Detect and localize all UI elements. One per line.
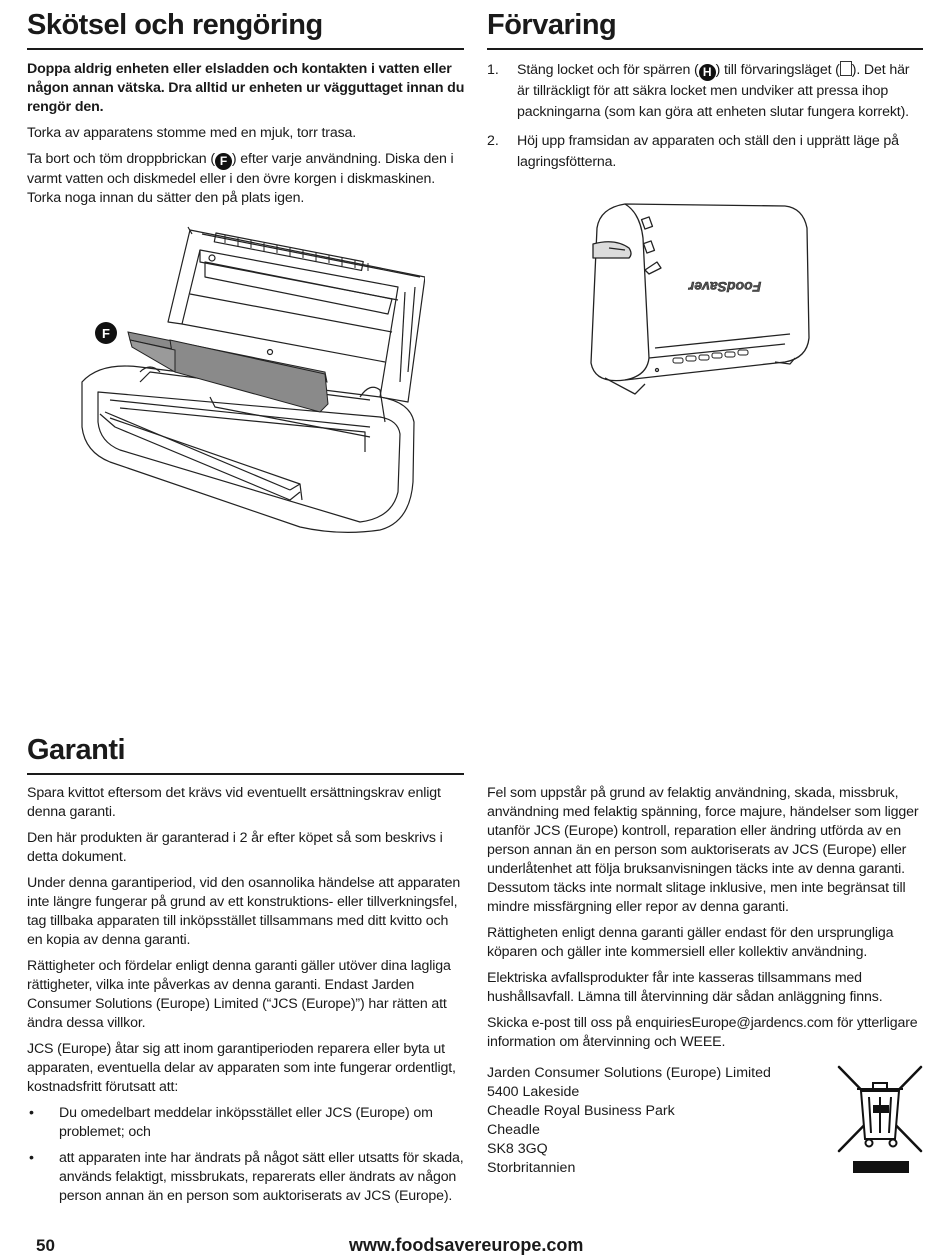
care-p2-after: ) efter varje användning. Diska den i varmt vatten och diskmedel eller i den övre korgen i diskmaskinen. Torka noga innan du sätter den på plats igen. bbox=[27, 151, 454, 206]
warranty-left-column bbox=[27, 784, 465, 1213]
upright-sealer-illustration bbox=[585, 198, 815, 398]
storage-heading-rule bbox=[487, 48, 923, 50]
care-paragraph-1: Torka av apparatens stomme med en mjuk, torr trasa. bbox=[27, 125, 357, 141]
weee-bin-icon bbox=[835, 1063, 925, 1175]
warranty-paragraph: Rättigheten enligt denna garanti gäller endast för den ursprungliga köparen och gäller inte kommersiell eller kollektiv användning. bbox=[487, 925, 894, 960]
warranty-paragraph: Spara kvittot eftersom det krävs vid eventuellt ersättningskrav enligt denna garanti. bbox=[27, 785, 441, 820]
bullet-text: Du omedelbart meddelar inköpsstället eller JCS (Europe) om problemet; och bbox=[59, 1105, 433, 1140]
address-line: SK8 3GQ bbox=[487, 1141, 548, 1157]
storage-heading: Förvaring bbox=[487, 9, 617, 41]
address-line: Cheadle bbox=[487, 1122, 540, 1138]
part-f-badge: F bbox=[215, 153, 232, 170]
warranty-heading: Garanti bbox=[27, 734, 126, 766]
bullet-marker: • bbox=[29, 1105, 34, 1121]
storage-step-1-number: 1. bbox=[487, 62, 499, 78]
care-paragraph-2 bbox=[27, 150, 465, 208]
warranty-bullet bbox=[27, 1104, 465, 1142]
storage-step-2 bbox=[487, 131, 923, 173]
care-warning: Doppa aldrig enheten eller elsladden och kontakten i vatten eller någon annan vätska. Dra alltid ur enheten ur vägguttaget innan du rengör den. bbox=[27, 61, 465, 115]
storage-position-icon bbox=[840, 61, 852, 76]
storage-step-2-text: Höj upp framsidan av apparaten och ställ den i upprätt läge på lagringsfötterna. bbox=[517, 133, 899, 170]
storage-step-1-after: ). Det här är tillräckligt för att säkra locket men undviker att pressa ihop packningarna (som kan göra att enheten slutar fungera korrekt). bbox=[517, 62, 910, 120]
page-number: 50 bbox=[36, 1236, 55, 1255]
footer-url: www.foodsavereurope.com bbox=[349, 1235, 584, 1255]
bullet-marker: • bbox=[29, 1150, 34, 1166]
bullet-text: att apparaten inte har ändrats på något sätt eller utsatts för skada, används felaktigt, missbrukats, reparerats eller ändrats av någon person annan än en person som auktoriserats av JCS (Europe). bbox=[59, 1150, 464, 1204]
address-line: 5400 Lakeside bbox=[487, 1084, 580, 1100]
open-sealer-illustration bbox=[80, 222, 425, 537]
device-brand-label: FoodSaver bbox=[688, 279, 762, 295]
part-h-badge: H bbox=[699, 64, 716, 81]
storage-step-1-text bbox=[517, 60, 923, 123]
warranty-paragraph: Den här produkten är garanterad i 2 år efter köpet så som beskrivs i detta dokument. bbox=[27, 830, 443, 865]
warranty-paragraph: Skicka e-post till oss på enquiriesEurope@jardencs.com för ytterligare information om återvinning och WEEE. bbox=[487, 1015, 918, 1050]
storage-step-1 bbox=[487, 60, 923, 123]
address-line: Jarden Consumer Solutions (Europe) Limited bbox=[487, 1065, 771, 1081]
warranty-bullet bbox=[27, 1149, 465, 1206]
care-p2-before: Ta bort och töm droppbrickan ( bbox=[27, 151, 215, 167]
storage-step-2-number: 2. bbox=[487, 133, 499, 149]
storage-step-1-middle: ) till förvaringsläget ( bbox=[715, 62, 840, 78]
care-heading-rule bbox=[27, 48, 464, 50]
warranty-paragraph: Fel som uppstår på grund av felaktig användning, skada, missbruk, användning med felaktig spänning, force majure, händelser som ligger utanför JCS (Europe) kontroll, reparation eller ändring utförda av en person annan än en person som auktoriserats av JCS (Europe) eller underlåtenhet att följa bruksanvisningen täcks inte av denna garanti. Dessutom täcks inte normalt slitage inklusive, men inte begränsat till mindre missfärgning eller repor av denna garanti. bbox=[487, 785, 919, 915]
care-section bbox=[27, 60, 465, 215]
warranty-paragraph: Rättigheter och fördelar enligt denna garanti gäller utöver dina lagliga rättigheter, vilka inte påverkas av denna garanti. Endast Jarden Consumer Solutions (Europe) Limited (“JCS (Europe)”) har rätten att ändra dessa villkor. bbox=[27, 958, 451, 1031]
address-line: Cheadle Royal Business Park bbox=[487, 1103, 675, 1119]
warranty-paragraph: Elektriska avfallsprodukter får inte kasseras tillsammans med hushållsavfall. Lämna till återvinning där sådan anläggning finns. bbox=[487, 970, 883, 1005]
warranty-paragraph: JCS (Europe) åtar sig att inom garantiperioden reparera eller byta ut apparaten, eventuella delar av apparaten som inte fungerar ordentligt, kostnadsfritt förutsatt att: bbox=[27, 1041, 456, 1095]
warranty-heading-rule bbox=[27, 773, 464, 775]
warranty-paragraph: Under denna garantiperiod, vid den osannolika händelse att apparaten inte längre fungerar på grund av ett konstruktions- eller tillverkningsfel, tag tillbaka apparaten till inköpsstället tillsammans med ditt kvitto och en kopia av denna garanti. bbox=[27, 875, 461, 948]
care-heading: Skötsel och rengöring bbox=[27, 9, 323, 41]
address-line: Storbritannien bbox=[487, 1160, 576, 1176]
storage-step-1-before: Stäng locket och för spärren ( bbox=[517, 62, 699, 78]
storage-list bbox=[487, 60, 923, 181]
figure-label-f: F bbox=[102, 326, 110, 341]
